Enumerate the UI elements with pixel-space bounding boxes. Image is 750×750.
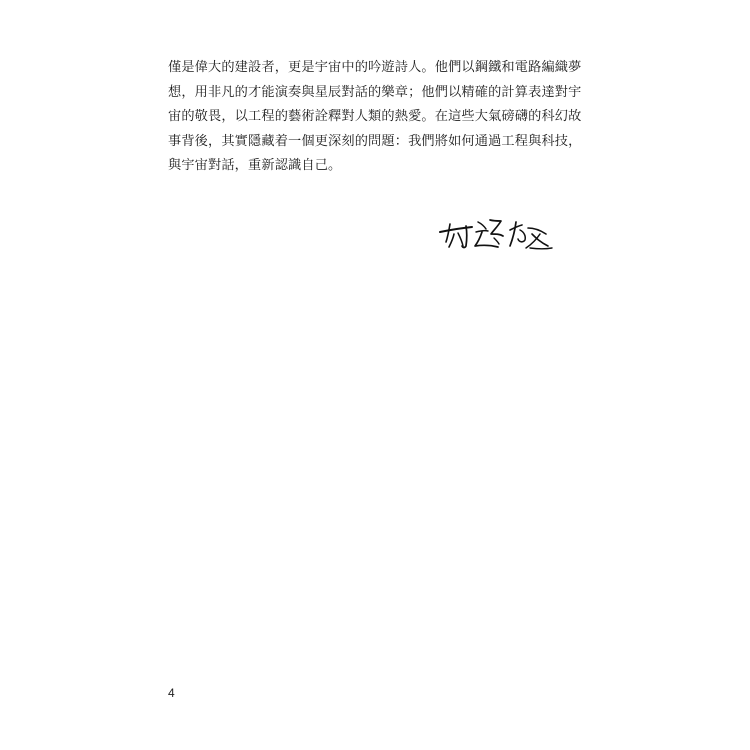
paragraph-line: 想，用非凡的才能演奏與星辰對話的樂章；他們以精確的計算表達對宇 xyxy=(168,84,582,100)
paragraph-line: 僅是偉大的建設者，更是宇宙中的吟遊詩人。他們以鋼鐵和電路編織夢 xyxy=(168,60,582,75)
paragraph-line: 與宇宙對話，重新認識自己。 xyxy=(168,158,342,173)
paragraph-line: 宙的敬畏，以工程的藝術詮釋對人類的熱愛。在這些大氣磅礴的科幻故 xyxy=(168,109,582,124)
paragraph-line: 事背後，其實隱藏着一個更深刻的問題：我們將如何通過工程與科技， xyxy=(168,133,582,149)
body-paragraph xyxy=(168,56,588,179)
handwritten-signature xyxy=(436,212,556,258)
page-number: 4 xyxy=(168,686,175,700)
